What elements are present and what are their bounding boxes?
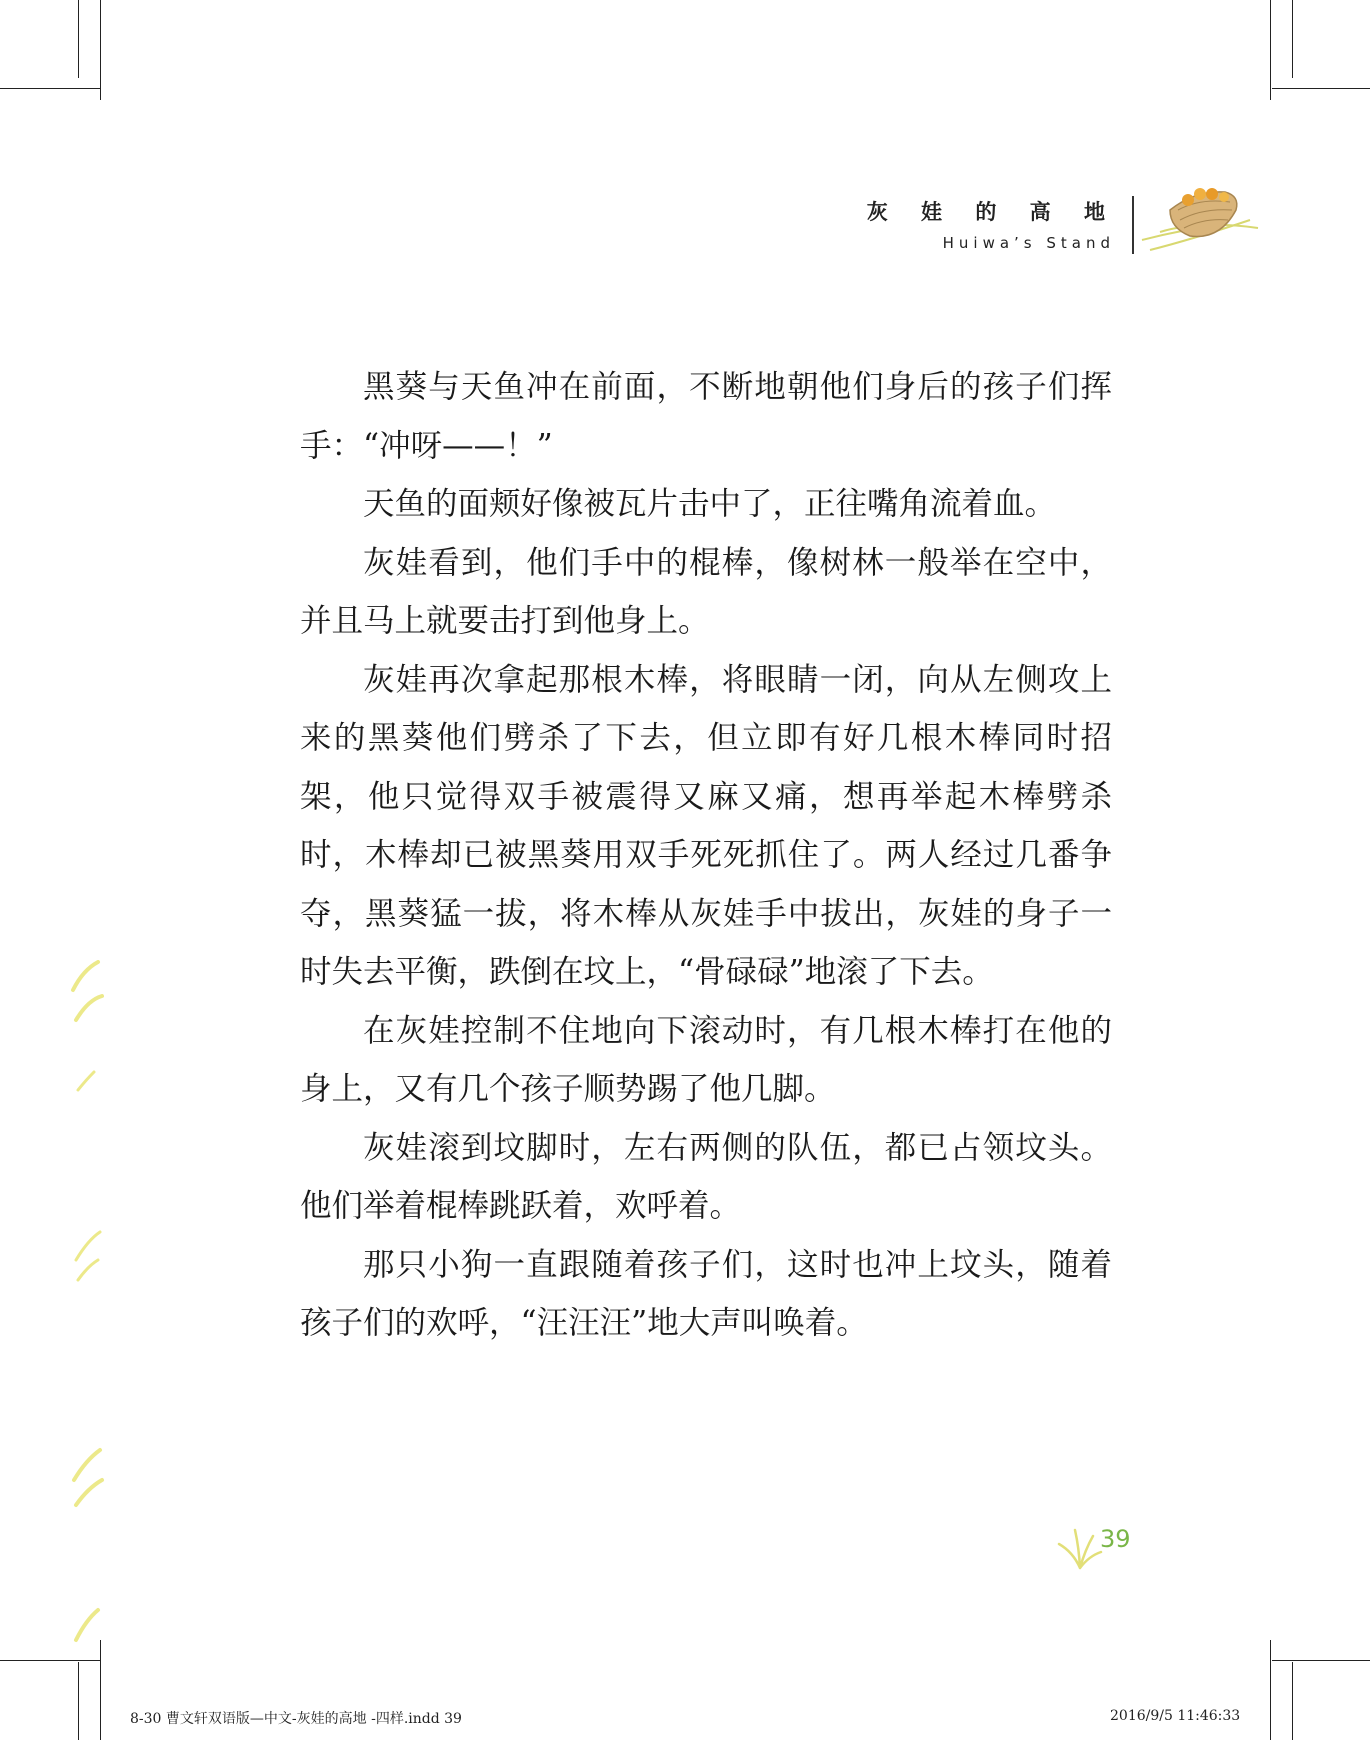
paragraph: 灰娃看到，他们手中的棍棒，像树林一般举在空中，并且马上就要击打到他身上。 — [300, 544, 1112, 639]
slug-filename: 8-30 曹文轩双语版—中文-灰娃的高地 -四样.indd 39 — [130, 1711, 462, 1727]
grass-icon — [1055, 1522, 1105, 1570]
paragraph: 那只小狗一直跟随着孩子们，这时也冲上坟头，随着孩子们的欢呼，“汪汪汪”地大声叫唤着。 — [300, 1246, 1112, 1341]
running-header-subtitle: Huiwa’s Stand — [942, 234, 1115, 252]
crop-mark — [1270, 1640, 1271, 1740]
crop-mark — [1272, 88, 1370, 89]
paragraph: 灰娃滚到坟脚时，左右两侧的队伍，都已占领坟头。他们举着棍棒跳跃着，欢呼着。 — [300, 1129, 1112, 1224]
slug-timestamp: 2016/9/5 11:46:33 — [1110, 1708, 1241, 1724]
page-number: 39 — [1100, 1525, 1131, 1553]
crop-mark — [1270, 0, 1271, 100]
paragraph: 灰娃再次拿起那根木棒，将眼睛一闭，向从左侧攻上来的黑葵他们劈杀了下去，但立即有好几根木棒同时招架，他只觉得双手被震得又麻又痛，想再举起木棒劈杀时，木棒却已被黑葵用双手死死抓住了。两人经过几番争夺，黑葵猛一拔，将木棒从灰娃手中拔出，灰娃的身子一时失去平衡，跌倒在坟上，“骨碌碌”地滚了下去。 — [300, 661, 1112, 990]
crop-mark — [1292, 1662, 1293, 1740]
paragraph: 在灰娃控制不住地向下滚动时，有几根木棒打在他的身上，又有几个孩子顺势踢了他几脚。 — [300, 1012, 1112, 1107]
crop-mark — [1292, 0, 1293, 78]
header-divider — [1132, 196, 1134, 254]
crop-mark — [100, 0, 101, 100]
paragraph: 黑葵与天鱼冲在前面，不断地朝他们身后的孩子们挥手：“冲呀——！” — [300, 369, 1112, 464]
grass-icon — [68, 960, 108, 1680]
crop-mark — [1272, 1660, 1370, 1661]
running-header-title: 灰 娃 的 高 地 — [866, 199, 1118, 224]
body-text — [300, 358, 1112, 1353]
basket-icon — [1140, 170, 1260, 270]
crop-mark — [78, 0, 79, 78]
crop-mark — [0, 88, 100, 89]
paragraph: 天鱼的面颊好像被瓦片击中了，正往嘴角流着血。 — [363, 486, 1057, 522]
